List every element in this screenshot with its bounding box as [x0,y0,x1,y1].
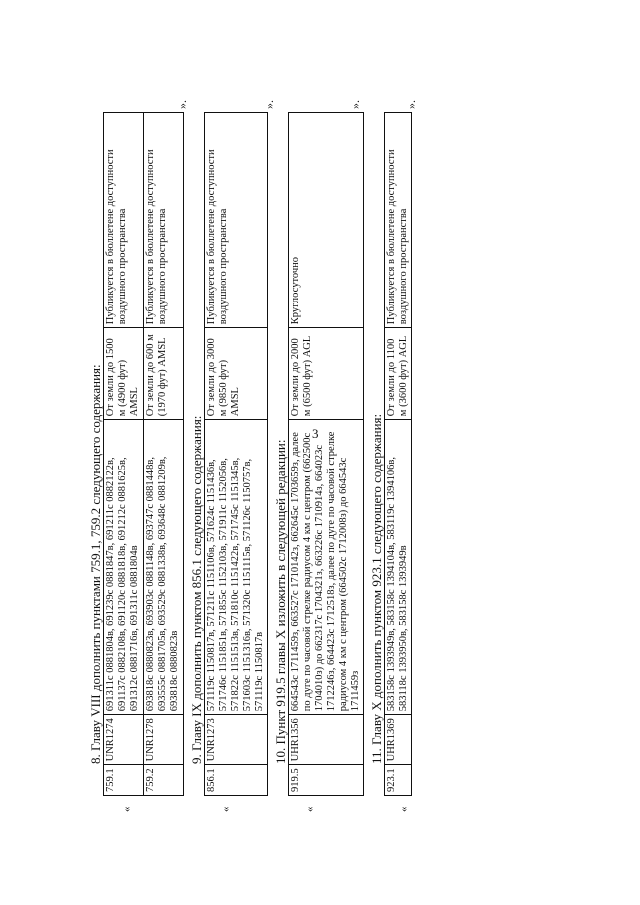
open-quote: « [398,806,410,812]
note: Публикуется в бюллетене доступности воздушного пространства [104,113,144,328]
section-heading: 10. Пункт 919.5 главы X изложить в следующей редакции: [273,439,288,764]
table-row [205,113,268,796]
section-8 [88,87,189,812]
row-number: 923.1 [385,765,412,796]
note: Публикуется в бюллетене доступности воздушного пространства [144,113,184,328]
coordinates: 664543с 1711459з, 663527с 1710142з, 662645с 1703659з, далее по дуге по часовой стрелке радиусом 4 км с центром (662500с 1704010з) до 662317с 1704321з, 663226с 1710914з, 664023с 1712246з, 664423с 1712518з, далее по дуге по часовой стрелке радиусом 4 км с центром (664502с 1712008з) до 664543с 1711459з [289,420,364,715]
section-9 [189,87,276,812]
closing-quote: ». [348,100,362,109]
coordinates: 583158с 1393949в, 583158с 1394104в, 583119с 1394106в, 583118с 1393950в, 583158с 1393949в [385,420,412,715]
section-heading: 9. Главу IX дополнить пунктом 856.1 следующего содержания: [189,415,204,764]
zone-id: UNR1274 [104,715,144,765]
open-quote: « [220,806,232,812]
altitude-limits: От земли до 2000 м (6500 фут) AGL [289,328,364,420]
zone-id: UHR1369 [385,715,412,765]
table-row [144,113,184,796]
section-heading: 11. Главу X дополнить пунктом 923.1 следующего содержания: [369,413,384,764]
airspace-table [384,112,412,796]
zone-id: UNR1273 [205,715,268,765]
closing-quote: ». [262,100,276,109]
table-row [289,113,364,796]
coordinates: 571119с 1150817в, 571211с 1151106в, 571624с 1151436в, 571746с 1151851в, 571855с 1152103в, 571911с 1152056в, 571822с 1151513в, 571810с 1151422в, 571745с 1151345в, 571603с 1151316в, 571320с 1151115в, 571126с 1150757в, 571119с 1150817в [205,420,268,715]
altitude-limits: От земли до 1100 м (3600 фут) AGL [385,328,412,420]
open-quote: « [304,806,316,812]
zone-id: UHR1356 [289,715,364,765]
section-10 [273,87,364,812]
coordinates: 691311с 0881804в, 691239с 0881847в, 691211с 0882122в, 691137с 0882108в, 691120с 0881818в, 691212с 0881625в, 691312с 0881716в, 691311с 0881804в [104,420,144,715]
note: Публикуется в бюллетене доступности воздушного пространства [205,113,268,328]
airspace-table [204,112,268,796]
row-number: 919.5 [289,765,364,796]
row-number: 856.1 [205,765,268,796]
airspace-table [103,112,184,796]
row-number: 759.1 [104,765,144,796]
altitude-limits: От земли до 1500 м (4900 фут) AMSL [104,328,144,420]
section-heading: 8. Главу VIII дополнить пунктами 759.1, 759.2 следующего содержания: [88,364,103,764]
airspace-table [288,112,364,796]
altitude-limits: От земли до 3000 м (9850 фут) AMSL [205,328,268,420]
closing-quote: ». [404,100,418,109]
table-row [385,113,412,796]
table-row [104,113,144,796]
note: Публикуется в бюллетене доступности воздушного пространства [385,113,412,328]
zone-id: UNR1278 [144,715,184,765]
rotated-content [88,87,568,812]
coordinates: 693818с 0880823в, 693903с 0881148в, 693747с 0881448в, 693555с 0881705в, 693529с 0881338в, 693648с 0881209в, 693818с 0880823в [144,420,184,715]
open-quote: « [121,806,133,812]
page-number: 3 [312,426,319,441]
section-11 [369,87,418,812]
altitude-limits: От земли до 600 м (1970 фут) AMSL [144,328,184,420]
closing-quote: ». [175,100,189,109]
row-number: 759.2 [144,765,184,796]
note: Круглосуточно [289,113,364,328]
